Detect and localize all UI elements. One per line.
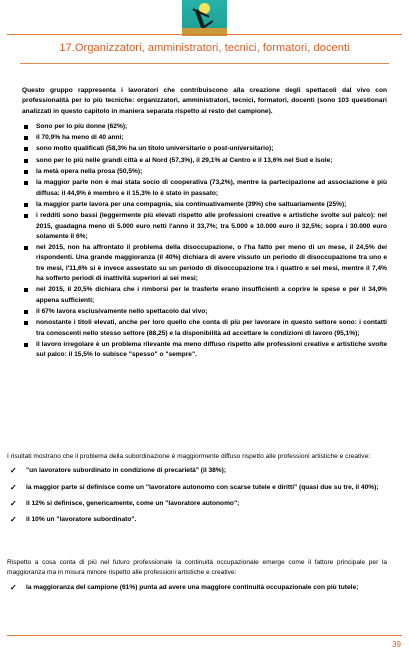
continuity-section	[7, 558, 387, 599]
title-underline	[20, 63, 389, 64]
continuity-intro: Rispetto a cosa conta di più nel futuro professionale la continuità occupazionale emerge come il fattore principale per la maggioranza ma in misura minore rispetto alle professioni artistiche e creative:	[7, 559, 387, 577]
list-item: i redditi sono bassi (leggermente più elevati rispetto alle professioni creative e artistiche svolte sul palco): nel 2015, guadagna meno di 5.000 euro netti l'anno il 33,7%; tra 5.000 e 10.000 euro il 32,5%; sopra i 30.000 euro solamente il 6%;	[22, 211, 387, 242]
list-item: sono per lo più nelle grandi città e al Nord (57,3%), il 29,1% al Centro e il 13,6% nel Sud e Isole;	[22, 156, 387, 166]
results-intro: I risultati mostrano che il problema della subordinazione è maggiormente diffuso rispetto alle professioni artistiche e creative:	[7, 453, 371, 460]
results-section	[7, 452, 387, 531]
continuity-check-list	[7, 583, 387, 593]
list-item: il 70,9% ha meno di 40 anni;	[22, 133, 387, 143]
square-bullet-icon	[24, 136, 28, 140]
main-content	[22, 86, 387, 361]
list-item: nel 2015, non ha affrontato il problema della disoccupazione, o l'ha fatto per meno di un mese, il 24,5% dei rispondenti. Una grande maggioranza (il 40%) dichiara di avere vissuto un periodo di disoccupazione tra uno e tre mesi, l'11,6% si è invece assestato su un periodo di disoccupazione tra i quattro e sei mesi, mentre il 7,4% ha sofferto periodi di inattività superiori ai sei mesi;	[22, 243, 387, 284]
bullet-list	[22, 122, 387, 361]
top-rule	[7, 34, 402, 35]
square-bullet-icon	[24, 214, 28, 218]
intro-paragraph: Questo gruppo rappresenta i lavoratori che contribuiscono alla creazione degli spettacoli dal vivo con professionalità per lo più tecniche: organizzatori, amministratori, tecnici, formatori, docenti (sono 103 questionari analizzati in questo capitolo in maniera separata rispetto al resto del campione).	[22, 87, 387, 115]
check-mark-icon: ✓	[10, 515, 17, 525]
check-item: ✓ il 10% un "lavoratore subordinato".	[10, 515, 137, 525]
check-mark-icon: ✓	[10, 582, 17, 592]
list-item: la maggior parte non è mai stata socio di cooperativa (73,2%), mentre la partecipazione ad associazione è più diffusa: il 44,9% è membro e il 15,3% lo è stato in passato;	[22, 178, 387, 199]
check-item: ✓ "un lavoratore subordinato in condizione di precarietà" (il 38%);	[10, 466, 227, 476]
list-item: nel 2015, il 20,5% dichiara che i rimborsi per le trasferte erano insufficienti a coprire le spese e per il 34,9% appena sufficienti;	[22, 285, 387, 306]
square-bullet-icon	[24, 310, 28, 314]
check-list	[7, 466, 387, 525]
square-bullet-icon	[24, 159, 28, 163]
check-item: ✓ la maggior parte si definisce come un "lavoratore autonomo con scarse tutele e diritti" (quasi due su tre, il 40%);	[10, 482, 379, 492]
list-item: sono molto qualificati (58,3% ha un titolo universitario o post-universitario);	[22, 144, 387, 154]
square-bullet-icon	[24, 288, 28, 292]
list-item: il lavoro irregolare è un problema rilevante ma meno diffuso rispetto alle professioni creative e artistiche svolte sul palco: il 15,5% lo subisce "spesso" o "sempre".	[22, 340, 387, 361]
list-item: Sono per lo più donne (62%);	[22, 122, 387, 132]
square-bullet-icon	[24, 321, 28, 325]
square-bullet-icon	[24, 170, 28, 174]
square-bullet-icon	[24, 343, 28, 347]
square-bullet-icon	[24, 203, 28, 207]
list-item: il 67% lavora esclusivamente nello spettacolo dal vivo;	[22, 307, 387, 317]
square-bullet-icon	[24, 181, 28, 185]
list-item: la metà opera nella prosa (50,5%);	[22, 167, 387, 177]
check-item: ✓ la maggioranza del campione (61%) punta ad avere una maggiore continuità occupazionale con più tutele;	[10, 582, 359, 592]
list-item: la maggior parte lavora per una compagnia, sia continuativamente (39%) che saltuariamente (25%);	[22, 200, 387, 210]
square-bullet-icon	[24, 246, 28, 250]
bottom-rule	[7, 635, 402, 636]
check-mark-icon: ✓	[10, 482, 17, 492]
page-number: 39	[392, 640, 401, 649]
square-bullet-icon	[24, 125, 28, 129]
list-item: nonostante i titoli elevati, anche per loro quello che conta di più per lavorare in questo settore sono: i contatti tra conoscenti nello stesso settore (88,25) e la disponibilità ad accettare le condizioni di lavoro (95,1%);	[22, 318, 387, 339]
check-item: ✓ il 12% si definisce, genericamente, come un "lavoratore autonomo";	[10, 498, 240, 508]
chapter-title: 17.Organizzatori, amministratori, tecnici, formatori, docenti	[59, 42, 350, 54]
check-mark-icon: ✓	[10, 498, 17, 508]
header-illustration	[182, 0, 227, 36]
check-mark-icon: ✓	[10, 466, 17, 476]
square-bullet-icon	[24, 147, 28, 151]
